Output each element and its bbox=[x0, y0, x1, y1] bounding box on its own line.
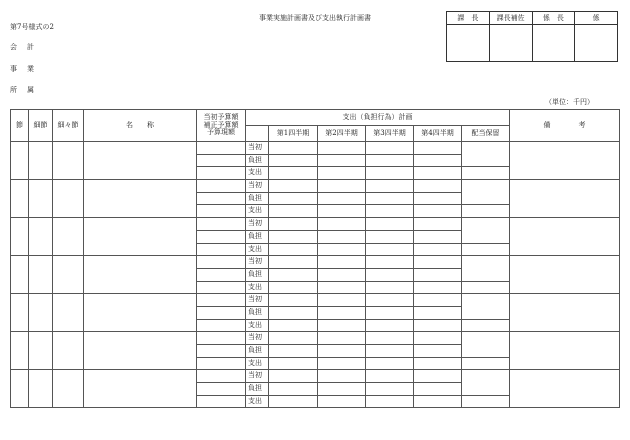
q4-cell[interactable] bbox=[414, 142, 462, 155]
header-type bbox=[246, 126, 269, 142]
q4-cell[interactable] bbox=[414, 345, 462, 358]
budget-cell[interactable] bbox=[197, 192, 246, 205]
budget-cell[interactable] bbox=[197, 167, 246, 180]
q2-cell[interactable] bbox=[318, 294, 366, 307]
saisetsu-cell[interactable] bbox=[29, 370, 53, 408]
header-reserve: 配当保留 bbox=[462, 126, 510, 142]
reserve-cell[interactable] bbox=[462, 357, 510, 370]
header-q1: 第1四半期 bbox=[269, 126, 318, 142]
q1-cell[interactable] bbox=[269, 345, 318, 358]
q1-cell[interactable] bbox=[269, 294, 318, 307]
q4-cell[interactable] bbox=[414, 167, 462, 180]
q3-cell[interactable] bbox=[366, 294, 414, 307]
q3-cell[interactable] bbox=[366, 142, 414, 155]
budget-cell[interactable] bbox=[197, 395, 246, 408]
q2-cell[interactable] bbox=[318, 180, 366, 193]
reserve-cell[interactable] bbox=[462, 243, 510, 256]
saisetsu-cell[interactable] bbox=[29, 180, 53, 218]
unit-note: （単位：千円） bbox=[545, 98, 594, 106]
header-q3: 第3四半期 bbox=[366, 126, 414, 142]
q4-cell[interactable] bbox=[414, 306, 462, 319]
reserve-cell[interactable] bbox=[462, 319, 510, 332]
q1-cell[interactable] bbox=[269, 154, 318, 167]
header-remarks: 備 考 bbox=[510, 110, 620, 142]
approval-stamp-box bbox=[446, 11, 618, 62]
q4-cell[interactable] bbox=[414, 395, 462, 408]
budget-cell[interactable] bbox=[197, 256, 246, 269]
approval-header-kacho: 課 長 bbox=[447, 12, 490, 25]
setsu-cell[interactable] bbox=[11, 218, 29, 256]
q3-cell[interactable] bbox=[366, 230, 414, 243]
q2-cell[interactable] bbox=[318, 345, 366, 358]
q2-cell[interactable] bbox=[318, 192, 366, 205]
header-budget: 当初予算額 補正予算額 予算現額 bbox=[197, 110, 246, 142]
row-type-label: 支出 bbox=[246, 319, 269, 332]
q1-cell[interactable] bbox=[269, 205, 318, 218]
approval-header-hosa: 課長補佐 bbox=[489, 12, 532, 25]
q2-cell[interactable] bbox=[318, 281, 366, 294]
q1-cell[interactable] bbox=[269, 167, 318, 180]
header-saisaisetsu: 細々節 bbox=[53, 110, 84, 142]
row-type-label: 支出 bbox=[246, 167, 269, 180]
row-type-label: 当初 bbox=[246, 142, 269, 155]
q4-cell[interactable] bbox=[414, 357, 462, 370]
approval-seal-cell[interactable] bbox=[575, 25, 618, 62]
row-type-label: 当初 bbox=[246, 332, 269, 345]
remarks-cell[interactable] bbox=[510, 180, 620, 218]
row-type-label: 負担 bbox=[246, 230, 269, 243]
form-number: 第7号様式の2 bbox=[10, 23, 54, 31]
q2-cell[interactable] bbox=[318, 167, 366, 180]
field-shozoku: 所 属 bbox=[10, 86, 34, 94]
field-jigyo: 事 業 bbox=[10, 65, 34, 73]
q3-cell[interactable] bbox=[366, 154, 414, 167]
budget-cell[interactable] bbox=[197, 332, 246, 345]
header-q2: 第2四半期 bbox=[318, 126, 366, 142]
q1-cell[interactable] bbox=[269, 192, 318, 205]
budget-cell[interactable] bbox=[197, 154, 246, 167]
q1-cell[interactable] bbox=[269, 218, 318, 231]
q3-cell[interactable] bbox=[366, 370, 414, 383]
budget-cell[interactable] bbox=[197, 180, 246, 193]
reserve-cell[interactable] bbox=[462, 142, 510, 167]
q4-cell[interactable] bbox=[414, 205, 462, 218]
row-type-label: 支出 bbox=[246, 395, 269, 408]
saisetsu-cell[interactable] bbox=[29, 294, 53, 332]
header-q4: 第4四半期 bbox=[414, 126, 462, 142]
approval-header-kakari: 係 bbox=[575, 12, 618, 25]
setsu-cell[interactable] bbox=[11, 180, 29, 218]
q3-cell[interactable] bbox=[366, 243, 414, 256]
q2-cell[interactable] bbox=[318, 142, 366, 155]
q2-cell[interactable] bbox=[318, 243, 366, 256]
setsu-cell[interactable] bbox=[11, 370, 29, 408]
q2-cell[interactable] bbox=[318, 370, 366, 383]
table-row bbox=[11, 370, 620, 383]
name-cell[interactable] bbox=[84, 218, 197, 256]
q1-cell[interactable] bbox=[269, 268, 318, 281]
q4-cell[interactable] bbox=[414, 383, 462, 396]
table-row bbox=[11, 294, 620, 307]
q3-cell[interactable] bbox=[366, 332, 414, 345]
row-type-label: 負担 bbox=[246, 268, 269, 281]
q1-cell[interactable] bbox=[269, 383, 318, 396]
approval-seal-cell[interactable] bbox=[447, 25, 490, 62]
row-type-label: 当初 bbox=[246, 294, 269, 307]
q3-cell[interactable] bbox=[366, 319, 414, 332]
saisetsu-cell[interactable] bbox=[29, 218, 53, 256]
q2-cell[interactable] bbox=[318, 205, 366, 218]
table-row bbox=[11, 256, 620, 269]
q3-cell[interactable] bbox=[366, 205, 414, 218]
name-cell[interactable] bbox=[84, 294, 197, 332]
saisaisetsu-cell[interactable] bbox=[53, 294, 84, 332]
q2-cell[interactable] bbox=[318, 306, 366, 319]
budget-cell[interactable] bbox=[197, 218, 246, 231]
q1-cell[interactable] bbox=[269, 243, 318, 256]
table-row bbox=[11, 332, 620, 345]
q1-cell[interactable] bbox=[269, 281, 318, 294]
q3-cell[interactable] bbox=[366, 345, 414, 358]
reserve-cell[interactable] bbox=[462, 294, 510, 319]
reserve-cell[interactable] bbox=[462, 332, 510, 357]
q3-cell[interactable] bbox=[366, 167, 414, 180]
row-type-label: 負担 bbox=[246, 383, 269, 396]
q4-cell[interactable] bbox=[414, 319, 462, 332]
table-row bbox=[11, 180, 620, 193]
field-kaikei: 会 計 bbox=[10, 43, 34, 51]
q1-cell[interactable] bbox=[269, 180, 318, 193]
setsu-cell[interactable] bbox=[11, 294, 29, 332]
budget-cell[interactable] bbox=[197, 205, 246, 218]
remarks-cell[interactable] bbox=[510, 218, 620, 256]
remarks-cell[interactable] bbox=[510, 370, 620, 408]
q3-cell[interactable] bbox=[366, 192, 414, 205]
plan-table-body bbox=[11, 142, 620, 408]
q2-cell[interactable] bbox=[318, 357, 366, 370]
header-saisetsu: 細節 bbox=[29, 110, 53, 142]
q1-cell[interactable] bbox=[269, 230, 318, 243]
reserve-cell[interactable] bbox=[462, 218, 510, 243]
q4-cell[interactable] bbox=[414, 230, 462, 243]
approval-seal-cell[interactable] bbox=[489, 25, 532, 62]
header-plan: 支出（負担行為）計画 bbox=[246, 110, 510, 126]
row-type-label: 負担 bbox=[246, 192, 269, 205]
q4-cell[interactable] bbox=[414, 192, 462, 205]
q3-cell[interactable] bbox=[366, 383, 414, 396]
remarks-cell[interactable] bbox=[510, 332, 620, 370]
saisaisetsu-cell[interactable] bbox=[53, 218, 84, 256]
reserve-cell[interactable] bbox=[462, 256, 510, 281]
table-row bbox=[11, 218, 620, 231]
budget-cell[interactable] bbox=[197, 230, 246, 243]
q1-cell[interactable] bbox=[269, 332, 318, 345]
row-type-label: 当初 bbox=[246, 218, 269, 231]
budget-cell[interactable] bbox=[197, 319, 246, 332]
budget-cell[interactable] bbox=[197, 142, 246, 155]
row-type-label: 当初 bbox=[246, 370, 269, 383]
remarks-cell[interactable] bbox=[510, 294, 620, 332]
row-type-label: 支出 bbox=[246, 243, 269, 256]
setsu-cell[interactable] bbox=[11, 142, 29, 180]
q1-cell[interactable] bbox=[269, 142, 318, 155]
q4-cell[interactable] bbox=[414, 294, 462, 307]
setsu-cell[interactable] bbox=[11, 332, 29, 370]
q1-cell[interactable] bbox=[269, 357, 318, 370]
q4-cell[interactable] bbox=[414, 281, 462, 294]
document-title: 事業実施計画書及び支出執行計画書 bbox=[259, 14, 371, 22]
reserve-cell[interactable] bbox=[462, 167, 510, 180]
q3-cell[interactable] bbox=[366, 256, 414, 269]
saisaisetsu-cell[interactable] bbox=[53, 142, 84, 180]
setsu-cell[interactable] bbox=[11, 256, 29, 294]
saisetsu-cell[interactable] bbox=[29, 142, 53, 180]
q2-cell[interactable] bbox=[318, 218, 366, 231]
budget-cell[interactable] bbox=[197, 306, 246, 319]
q4-cell[interactable] bbox=[414, 218, 462, 231]
q4-cell[interactable] bbox=[414, 332, 462, 345]
budget-cell[interactable] bbox=[197, 281, 246, 294]
q4-cell[interactable] bbox=[414, 180, 462, 193]
header-name: 名 称 bbox=[84, 110, 197, 142]
q2-cell[interactable] bbox=[318, 319, 366, 332]
q3-cell[interactable] bbox=[366, 357, 414, 370]
plan-table bbox=[10, 109, 620, 408]
reserve-cell[interactable] bbox=[462, 395, 510, 408]
name-cell[interactable] bbox=[84, 142, 197, 180]
q2-cell[interactable] bbox=[318, 395, 366, 408]
reserve-cell[interactable] bbox=[462, 281, 510, 294]
q2-cell[interactable] bbox=[318, 256, 366, 269]
remarks-cell[interactable] bbox=[510, 142, 620, 180]
table-row bbox=[11, 142, 620, 155]
row-type-label: 当初 bbox=[246, 256, 269, 269]
saisetsu-cell[interactable] bbox=[29, 256, 53, 294]
budget-cell[interactable] bbox=[197, 370, 246, 383]
q4-cell[interactable] bbox=[414, 154, 462, 167]
q2-cell[interactable] bbox=[318, 383, 366, 396]
saisaisetsu-cell[interactable] bbox=[53, 256, 84, 294]
q3-cell[interactable] bbox=[366, 218, 414, 231]
saisaisetsu-cell[interactable] bbox=[53, 180, 84, 218]
q2-cell[interactable] bbox=[318, 268, 366, 281]
saisaisetsu-cell[interactable] bbox=[53, 370, 84, 408]
q3-cell[interactable] bbox=[366, 268, 414, 281]
q3-cell[interactable] bbox=[366, 395, 414, 408]
row-type-label: 負担 bbox=[246, 154, 269, 167]
name-cell[interactable] bbox=[84, 332, 197, 370]
budget-cell[interactable] bbox=[197, 243, 246, 256]
q1-cell[interactable] bbox=[269, 319, 318, 332]
budget-cell[interactable] bbox=[197, 294, 246, 307]
name-cell[interactable] bbox=[84, 370, 197, 408]
row-type-label: 負担 bbox=[246, 306, 269, 319]
budget-cell[interactable] bbox=[197, 268, 246, 281]
approval-seal-cell[interactable] bbox=[532, 25, 575, 62]
saisetsu-cell[interactable] bbox=[29, 332, 53, 370]
q2-cell[interactable] bbox=[318, 332, 366, 345]
q4-cell[interactable] bbox=[414, 243, 462, 256]
budget-cell[interactable] bbox=[197, 383, 246, 396]
q1-cell[interactable] bbox=[269, 395, 318, 408]
row-type-label: 支出 bbox=[246, 281, 269, 294]
row-type-label: 支出 bbox=[246, 357, 269, 370]
reserve-cell[interactable] bbox=[462, 205, 510, 218]
remarks-cell[interactable] bbox=[510, 256, 620, 294]
saisaisetsu-cell[interactable] bbox=[53, 332, 84, 370]
name-cell[interactable] bbox=[84, 180, 197, 218]
q1-cell[interactable] bbox=[269, 256, 318, 269]
budget-cell[interactable] bbox=[197, 345, 246, 358]
row-type-label: 当初 bbox=[246, 180, 269, 193]
budget-cell[interactable] bbox=[197, 357, 246, 370]
q4-cell[interactable] bbox=[414, 268, 462, 281]
name-cell[interactable] bbox=[84, 256, 197, 294]
approval-header-kakaricho: 係 長 bbox=[532, 12, 575, 25]
row-type-label: 負担 bbox=[246, 345, 269, 358]
q1-cell[interactable] bbox=[269, 306, 318, 319]
q3-cell[interactable] bbox=[366, 281, 414, 294]
q3-cell[interactable] bbox=[366, 180, 414, 193]
row-type-label: 支出 bbox=[246, 205, 269, 218]
reserve-cell[interactable] bbox=[462, 370, 510, 395]
q4-cell[interactable] bbox=[414, 370, 462, 383]
reserve-cell[interactable] bbox=[462, 180, 510, 205]
q3-cell[interactable] bbox=[366, 306, 414, 319]
q2-cell[interactable] bbox=[318, 230, 366, 243]
q4-cell[interactable] bbox=[414, 256, 462, 269]
q1-cell[interactable] bbox=[269, 370, 318, 383]
q2-cell[interactable] bbox=[318, 154, 366, 167]
header-setsu: 節 bbox=[11, 110, 29, 142]
